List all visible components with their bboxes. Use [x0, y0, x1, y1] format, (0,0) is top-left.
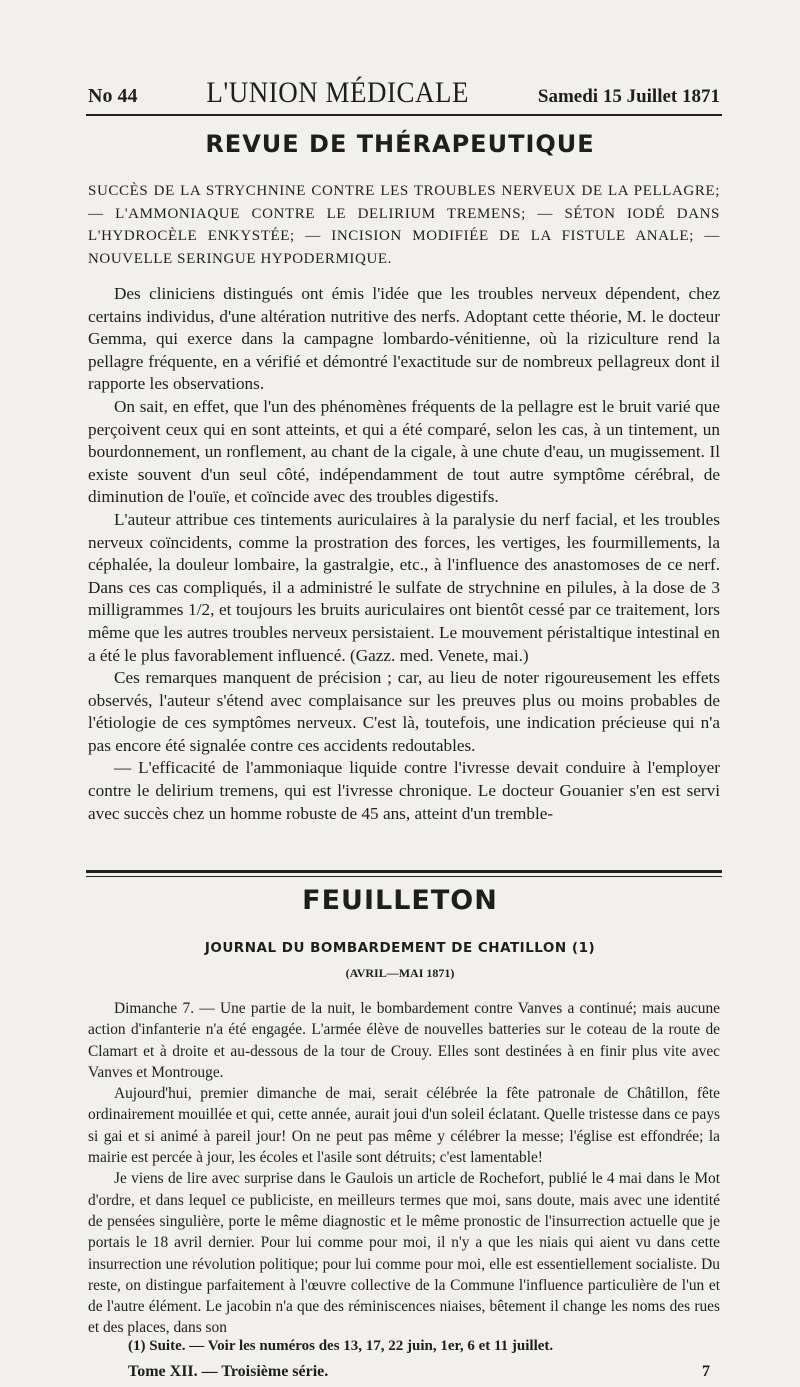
revue-paragraph: L'auteur attribue ces tintements auriculaires à la paralysie du nerf facial, et les troubles nerveux coïncidents, comme la prostration des forces, les vertiges, les fourmillements, la céphalée, la douleur lombaire, la gastralgie, etc., à l'influence des anastomoses de ce nerf. Dans ces cas compliqués, il a administré le sulfate de strychnine en pilules, à la dose de 3 milligrammes 1/2, et toujours les bruits auriculaires ont bientôt cessé par ce traitement, lors même que les autres troubles nerveux persistaient. Le mouvement péristaltique intestinal en a été le plus favorablement influencé. (Gazz. med. Venete, mai.) — [88, 509, 720, 665]
feuilleton-paragraph: Aujourd'hui, premier dimanche de mai, serait célébrée la fête patronale de Châtillon, fête ordinairement mouillée et qui, cette année, aurait joui d'un soleil éclatant. Quelle tristesse dans ce pays si gai et si animé à pareil jour! On ne peut pas même y célébrer la messe; l'église est effondrée; la mairie est percée à jour, les écoles et l'asile sont détruits; c'est lamentable! — [88, 1085, 720, 1167]
revue-paragraph: Ces remarques manquent de précision ; car, au lieu de noter rigoureusement les effets observés, l'auteur s'étend avec complaisance sur les preuves plus ou moins probables de l'étiologie de ces symptômes nerveux. C'est là, toutefois, une indication précieuse qui n'a pas encore été signalée contre ces accidents redoutables. — [88, 668, 720, 755]
revue-paragraph: — L'efficacité de l'ammoniaque liquide contre l'ivresse devait conduire à l'employer contre le delirium tremens, qui est l'ivresse chronique. Le docteur Gouanier s'en est servi avec succès chez un homme robuste de 45 ans, atteint d'un tremble- — [88, 758, 720, 823]
revue-body — [88, 283, 720, 825]
revue-title: REVUE DE THÉRAPEUTIQUE — [205, 130, 595, 158]
header-rule — [86, 114, 722, 116]
feuilleton-paragraph: Dimanche 7. — Une partie de la nuit, le bombardement contre Vanves a continué; mais aucune action d'infanterie n'a été engagée. L'armée élève de nouvelles batteries sur le coteau de la route de Clamart et à droite et au-dessous de la tour de Crouy. Elles sont destinées à en finir plus vite avec Vanves et Montrouge. — [88, 1000, 720, 1081]
page-header — [88, 74, 720, 108]
feuilleton-journal-title: JOURNAL DU BOMBARDEMENT DE CHATILLON (1) — [204, 940, 596, 956]
feuilleton-rule-top — [86, 870, 722, 873]
footnote: (1) Suite. — Voir les numéros des 13, 17, 22 juin, 1er, 6 et 11 juillet. — [128, 1338, 554, 1354]
feuilleton-title: FEUILLETON — [302, 885, 498, 916]
issue-number: No 44 — [88, 85, 138, 107]
feuilleton-body — [88, 998, 720, 1339]
journal-title: L'UNION MÉDICALE — [206, 75, 469, 109]
signature-mark: 7 — [702, 1363, 710, 1380]
feuilleton-paragraph: Je viens de lire avec surprise dans le Gaulois un article de Rochefort, publié le 4 mai dans le Mot d'ordre, et dans lequel ce publiciste, en meilleurs termes que moi, sans doute, mais avec une identité de pensées singulière, porte le même diagnostic et le même pronostic de l'insurrection actuelle que je portais le 18 avril dernier. Pour lui comme pour moi, il n'y a que les niais qui aient vu dans cette insurrection une révolution politique; pour lui comme pour moi, elle est essentiellement socialiste. Du reste, on distingue parfaitement à l'œuvre collective de la Commune l'influence particulière de l'un et de l'autre élément. Le jacobin n'a que des réminiscences niaises, bêtement il change les noms des rues et des places, dans son — [88, 1170, 720, 1337]
feuilleton-dates: (AVRIL—MAI 1871) — [345, 966, 455, 980]
revue-paragraph: Des cliniciens distingués ont émis l'idée que les troubles nerveux dépendent, chez certains individus, d'une altération nutritive des nerfs. Adoptant cette théorie, M. le docteur Gemma, qui exerce dans la campagne lombardo-vénitienne, où la riziculture rend la pellagre fréquente, en a vérifié et démontré l'exactitude sur de nombreux pellagreux dont il rapporte les observations. — [88, 284, 720, 394]
volume-line: Tome XII. — Troisième série. — [128, 1363, 329, 1380]
issue-date: Samedi 15 Juillet 1871 — [537, 86, 720, 107]
revue-paragraph: On sait, en effet, que l'un des phénomènes fréquents de la pellagre est le bruit varié que perçoivent ceux qui en sont atteints, et qui a été comparé, selon les cas, à un tintement, un bourdonnement, un ronflement, au chant de la cigale, à une chute d'eau, un mugissement. Il existe souvent d'un seul côté, indépendamment de tout autre symptôme cérébral, de diminution de l'ouïe, et coïncide avec des troubles digestifs. — [88, 396, 720, 507]
feuilleton-rule-bottom — [86, 876, 722, 877]
revue-summary: SUCCÈS DE LA STRYCHNINE CONTRE LES TROUBLES NERVEUX DE LA PELLAGRE; — L'AMMONIAQUE CONTRE LE DELIRIUM TREMENS; — SÉTON IODÉ DANS L'HYDROCÈLE ENKYSTÉE; — INCISION MODIFIÉE DE LA FISTULE ANALE; — NOUVELLE SERINGUE HYPODERMIQUE. — [88, 183, 720, 267]
